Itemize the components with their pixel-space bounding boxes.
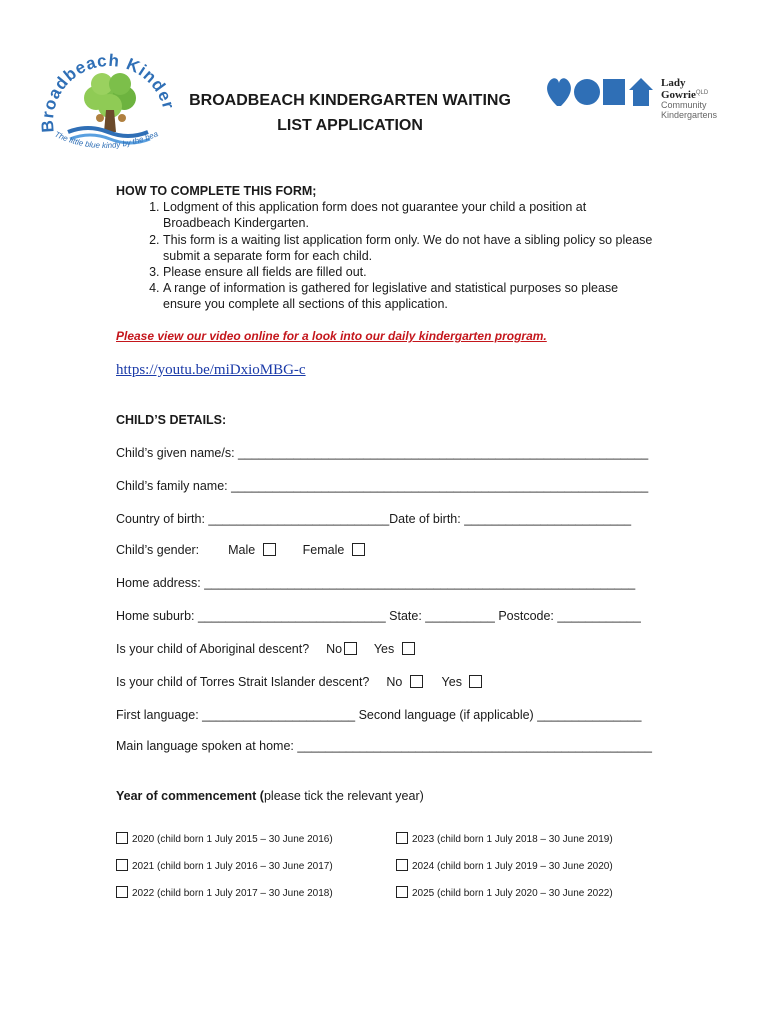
childs-details-heading: CHILD’S DETAILS: [116, 413, 227, 427]
year-2023-checkbox[interactable] [396, 832, 408, 844]
country-of-birth-field[interactable]: Country of birth: __________________________ [116, 512, 390, 526]
family-name-field[interactable]: Child’s family name: ____________________________________________________________ [116, 479, 649, 493]
aboriginal-question: Is your child of Aboriginal descent? [116, 642, 310, 656]
torres-no-label: No [386, 675, 403, 689]
instruction-item: 1. Lodgment of this application form does not guarantee your child a position at Broadbeach Kindergarten. [163, 199, 656, 231]
male-checkbox[interactable] [263, 543, 276, 556]
postcode-field[interactable]: Postcode: ____________ [498, 609, 641, 623]
lady-gowrie-wordmark: Lady Gowrie$^{QLD}$ Community Kindergartens [661, 77, 718, 120]
instruction-item: 3. Please ensure all fields are filled out. [163, 264, 656, 280]
torres-no-checkbox[interactable] [410, 675, 423, 688]
year-of-commencement-heading: Year of commencement (please tick the relevant year) [116, 789, 424, 803]
aboriginal-no-checkbox[interactable] [344, 642, 357, 655]
torres-yes-checkbox[interactable] [469, 675, 482, 688]
title-line-2: LIST APPLICATION [277, 117, 423, 134]
title-line-1: BROADBEACH KINDERGARTEN WAITING [189, 92, 511, 109]
year-2024-checkbox[interactable] [396, 859, 408, 871]
year-2021-checkbox[interactable] [116, 859, 128, 871]
aboriginal-yes-label: Yes [373, 642, 395, 656]
date-of-birth-field[interactable]: Date of birth: ________________________ [389, 512, 632, 526]
year-option-2020[interactable]: 2020 (child born 1 July 2015 – 30 June 2016) [116, 832, 333, 845]
gender-label: Child’s gender: [116, 543, 200, 557]
female-checkbox[interactable] [352, 543, 365, 556]
aboriginal-no-label: No [326, 642, 343, 656]
year-2020-checkbox[interactable] [116, 832, 128, 844]
broadbeach-kindergarten-logo [40, 40, 172, 158]
second-language-field[interactable]: Second language (if applicable) _______________ [358, 708, 642, 722]
torres-row [116, 675, 482, 689]
home-suburb-field[interactable]: Home suburb: ___________________________ [116, 609, 386, 623]
birth-row [116, 512, 631, 526]
year-option-2022[interactable]: 2022 (child born 1 July 2017 – 30 June 2018) [116, 886, 333, 899]
video-link[interactable]: https://youtu.be/miDxioMBG-c [116, 362, 306, 378]
svg-text:Broadbeach Kindergarten: roadbeach Kind [40, 50, 170, 120]
given-name-field[interactable]: Child’s given name/s: ___________________________________________________________ [116, 446, 649, 460]
gender-row [116, 543, 365, 557]
aboriginal-yes-checkbox[interactable] [402, 642, 415, 655]
instruction-item: 2. This form is a waiting list application form only. We do not have a sibling policy so please submit a separate form for each child. [163, 232, 656, 264]
year-2025-checkbox[interactable] [396, 886, 408, 898]
year-option-2024[interactable]: 2024 (child born 1 July 2019 – 30 June 2020) [396, 859, 613, 872]
year-2022-checkbox[interactable] [116, 886, 128, 898]
instructions-heading: HOW TO COMPLETE THIS FORM; [116, 184, 317, 198]
video-note: Please view our video online for a look into our daily kindergarten program. [116, 329, 547, 343]
language-row [116, 708, 641, 722]
home-address-field[interactable]: Home address: ______________________________________________________________ [116, 576, 636, 590]
page-title [170, 88, 530, 138]
suburb-row [116, 609, 641, 623]
tree-icon [84, 73, 136, 132]
year-option-2023[interactable]: 2023 (child born 1 July 2018 – 30 June 2019) [396, 832, 613, 845]
aboriginal-row [116, 642, 415, 656]
year-option-2021[interactable]: 2021 (child born 1 July 2016 – 30 June 2017) [116, 859, 333, 872]
instruction-item: 4. A range of information is gathered for legislative and statistical purposes so please ensure you complete all sections of this application. [163, 280, 656, 312]
year-option-2025[interactable]: 2025 (child born 1 July 2020 – 30 June 2022) [396, 886, 613, 899]
first-language-field[interactable]: First language: ______________________ [116, 708, 356, 722]
torres-yes-label: Yes [441, 675, 462, 689]
instructions [116, 183, 656, 313]
lady-gowrie-logo [545, 74, 735, 120]
svg-text:The little blue kindy by the b: The little blue kindy by the bea [53, 129, 160, 151]
gowrie-shapes-icon [545, 74, 655, 110]
torres-question: Is your child of Torres Strait Islander descent? [116, 675, 370, 689]
state-field[interactable]: State: __________ [389, 609, 495, 623]
male-label: Male [228, 543, 256, 557]
instructions-list [116, 199, 656, 312]
female-label: Female [302, 543, 345, 557]
main-language-field[interactable]: Main language spoken at home: ___________________________________________________ [116, 739, 652, 753]
